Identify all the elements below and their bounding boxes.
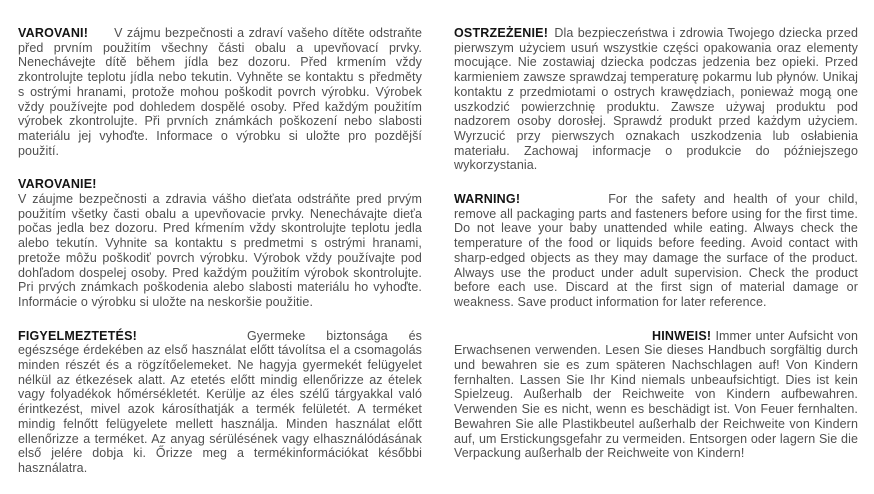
heading-german: HINWEIS! — [652, 328, 712, 343]
body-german: Immer unter Aufsicht von Erwachsenen verwenden. Lesen Sie dieses Handbuch sorgfältig durch und bewahren sie es zum späteren Nachschlagen auf! Von Kindern fernhalten. Lassen Sie Ihr Kind niemals unbeaufsichtigt. Dies ist kein Spielzeug. Außerhalb der Reichweite von Kindern aufbewahren. Verwenden Sie es nicht, wenn es beschädigt ist. Von Feuer fernhalten. Bewahren Sie alle Plastikbeutel außerhalb der Reichweite von Kindern auf, um Erstickungsgefahr zu vermeiden. Entsorgen oder lagern Sie die Verpackung außerhalb der Reichweite von Kindern! — [454, 328, 858, 461]
heading-gap — [88, 36, 114, 37]
heading-indent — [454, 339, 652, 340]
body-polish: Dla bezpieczeństwa i zdrowia Twojego dziecka przed pierwszym użyciem usuń wszystkie części opakowania oraz elementy mocujące. Nie zostawiaj dziecka podczas jedzenia bez opieki. Przed karmieniem zawsze sprawdzaj temperaturę pokarmu lub płynów. Unikaj kontaktu z przedmiotami o ostrych krawędziach, ponieważ mogą one uszkodzić powierzchnię produktu. Zawsze używaj produktu pod nadzorem osoby dorosłej. Sprawdź produkt przed każdym użyciem. Wyrzucić przy pierwszych oznakach uszkodzenia lub osłabienia materiału. Zachowaj informacje o produkcie do późniejszego wykorzystania. — [454, 26, 858, 173]
heading-hungarian: FIGYELMEZTETÉS! — [18, 328, 137, 343]
body-slovak: V záujme bezpečnosti a zdravia vášho dieťata odstráňte pred prvým použitím všetky časti obalu a upevňovacie prvky. Nenechávajte dieťa počas jedla bez dozoru. Pred kŕmením vždy skontrolujte teplotu jedla alebo tekutín. Vyhnite sa kontaktu s predmetmi s ostrými hranami, pretože môžu poškodiť povrch výrobku. Výrobok vždy používajte pod dohľadom dospelej osoby. Pred každým použitím výrobok skontrolujte. Pri prvých známkach poškodenia alebo slabosti materiálu ho vyhoďte. Informácie o výrobku si uložte na neskoršie použitie. — [18, 192, 422, 309]
warning-paragraph-polish — [454, 26, 858, 173]
body-english: For the safety and health of your child, remove all packaging parts and fasteners before using for the first time. Do not leave your baby unattended while eating. Always check the temperature of the food or liquids before feeding. Avoid contact with sharp-edged objects as they may damage the surface of the product. Always use the product under adult supervision. Check the product before each use. Discard at the first sign of material damage or weakness. Save product information for later reference. — [454, 192, 858, 309]
warning-paragraph-german — [454, 329, 858, 461]
warning-paragraph-hungarian — [18, 329, 422, 476]
heading-slovak: VAROVANIE! — [18, 177, 97, 192]
heading-gap — [548, 36, 550, 37]
warning-paragraph-english — [454, 192, 858, 310]
left-column — [18, 26, 422, 494]
heading-gap — [520, 202, 608, 203]
heading-gap — [137, 339, 247, 340]
warning-paragraph-czech — [18, 26, 422, 158]
right-column — [454, 26, 858, 494]
heading-czech: VAROVANI! — [18, 26, 89, 40]
body-czech: V zájmu bezpečnosti a zdraví vašeho dítěte odstraňte před prvním použitím všechny části obalu a upevňovací prvky. Nenechávejte dítě během jídla bez dozoru. Před krmením vždy zkontrolujte teplotu jídla nebo tekutin. Vyhněte se kontaktu s předměty s ostrými hranami, protože mohou poškodit povrch výrobku. Výrobek vždy používejte pod dohledem dospělé osoby. Před každým použitím výrobek zkontrolujte. Při prvních známkách poškození nebo slabosti materiálu jej vyhoďte. Informace o výrobku si uložte pro pozdější použití. — [18, 26, 422, 158]
heading-polish: OSTRZEŻENIE! — [454, 26, 549, 40]
warning-paragraph-slovak — [18, 177, 422, 309]
heading-english: WARNING! — [454, 192, 521, 207]
body-hungarian: Gyermeke biztonsága és egészsége érdekében az első használat előtt távolítsa el a csomagolás minden részét és a rögzítőelemeket. Ne hagyja gyermekét felügyelet nélkül az étkezések alatt. Az etetés előtt mindig ellenőrizze az ételek vagy folyadékok hőmérsékletét. Kerülje az éles szélű tárgyakkal való érintkezést, mivel azok károsíthatják a termék felületét. A terméket mindig felnőtt felügyelete mellett használja. Minden használat előtt ellenőrizze a terméket. Az anyag sérülésének vagy elhasználódásának első jelére dobja ki. Őrizze meg a termékinformációkat későbbi használatra. — [18, 328, 422, 475]
